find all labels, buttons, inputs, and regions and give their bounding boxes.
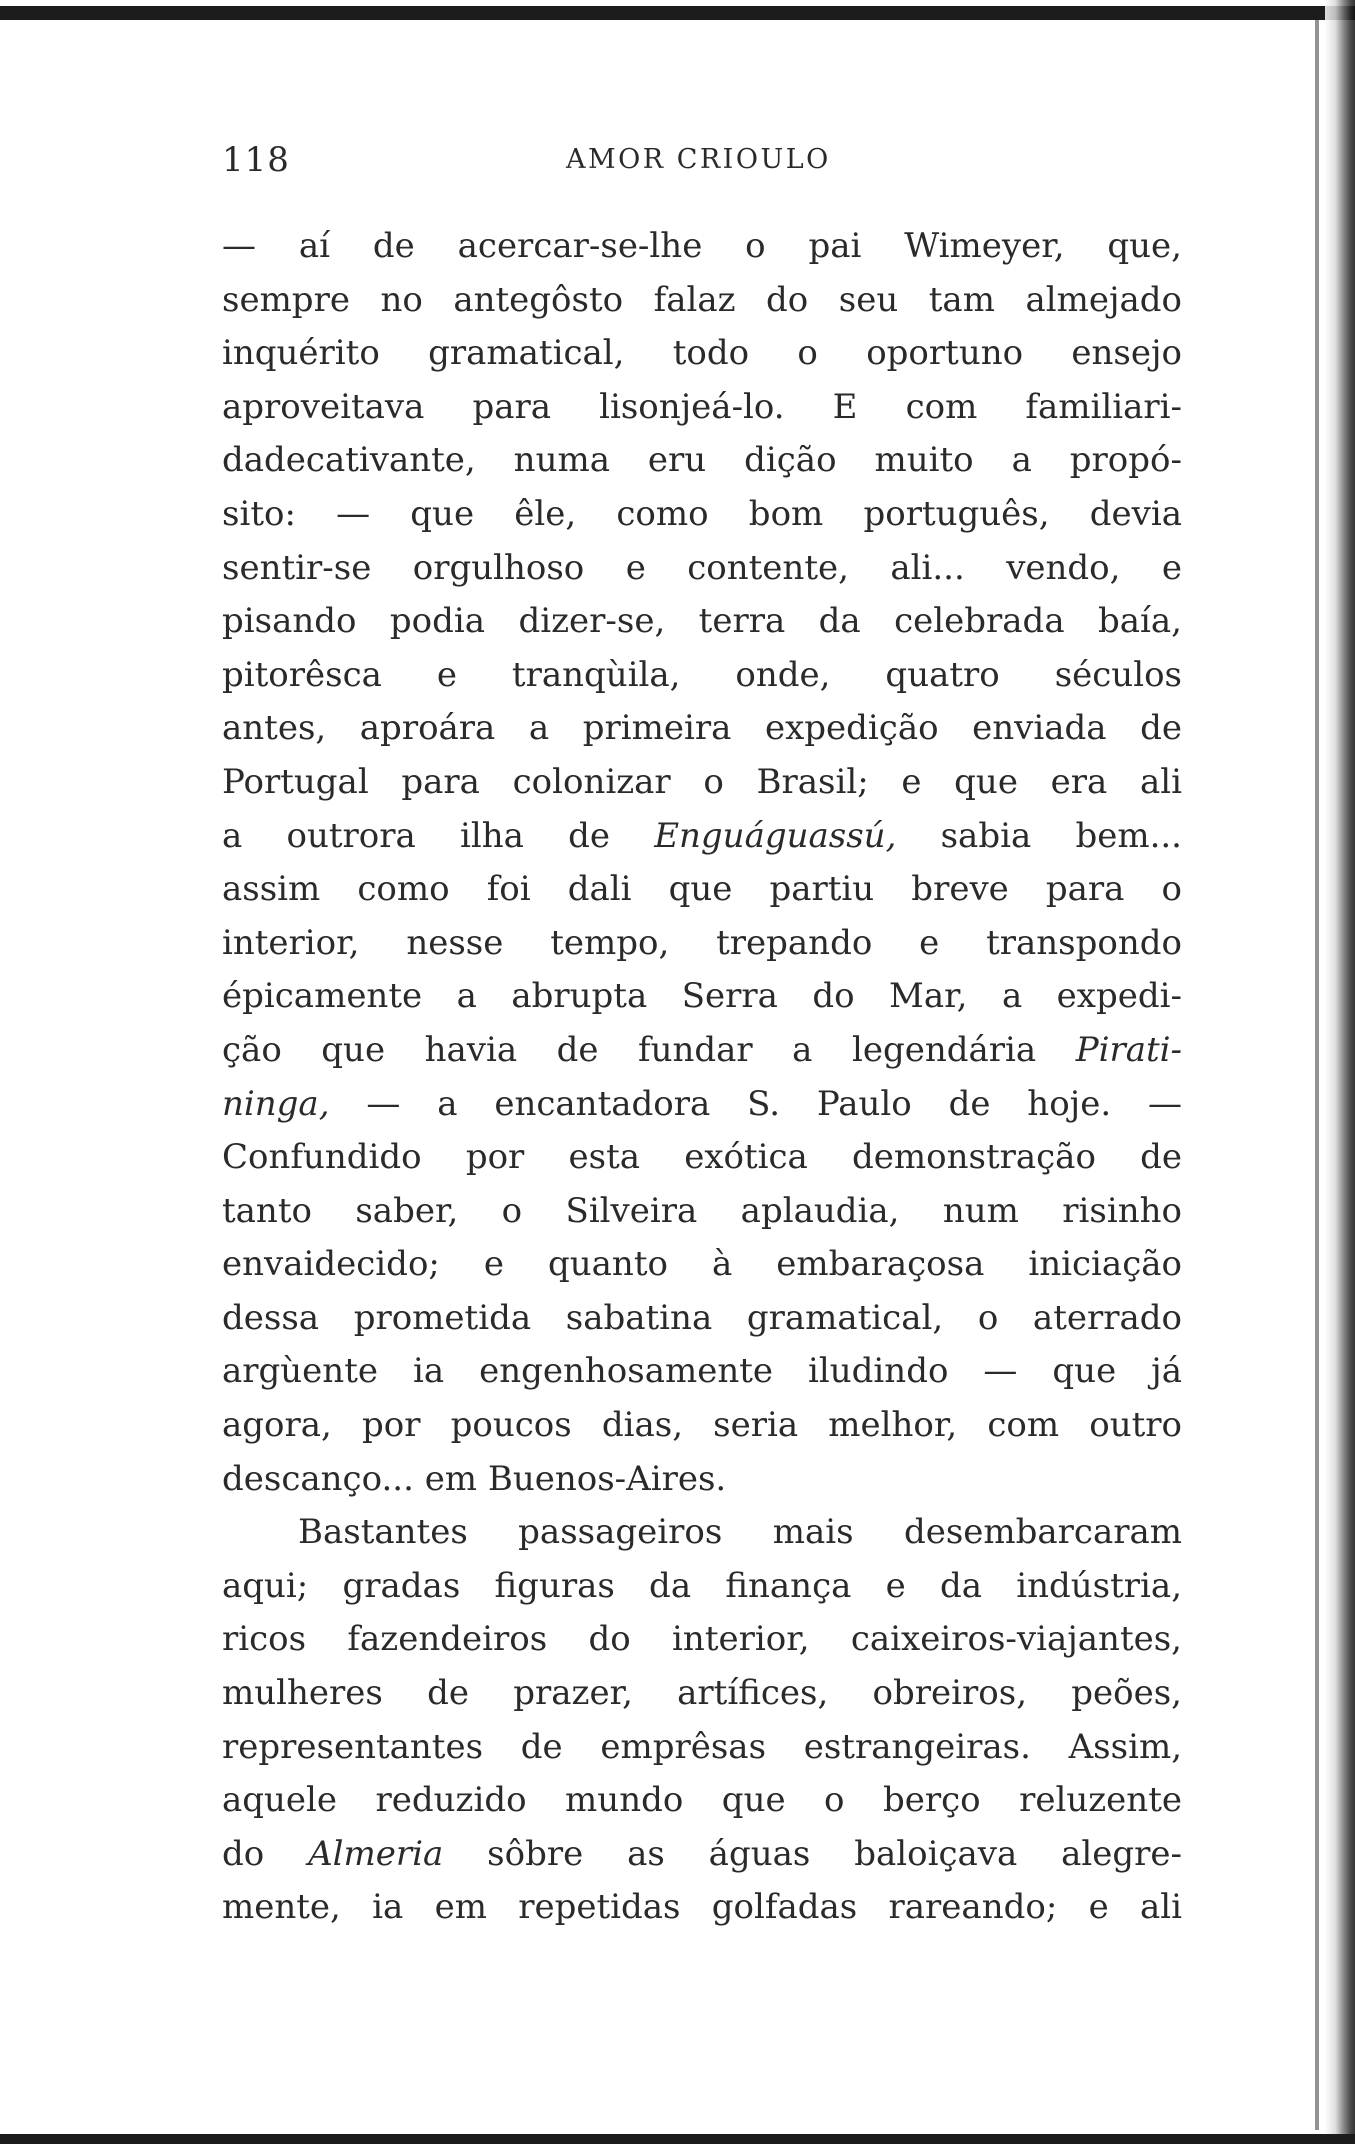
text-line: agora, por poucos dias, seria melhor, com outro [222,1405,1182,1446]
text-run: do [222,1833,309,1874]
text-line: representantes de emprêsas estrangeiras. Assim, [222,1726,1182,1767]
bottom-page-edge [0,2134,1355,2144]
text-line: — aí de acercar-se-lhe o pai Wimeyer, que, [222,226,1182,266]
text-line: dadecativante, numa eru dição muito a propó- [222,440,1182,481]
text-line: ricos fazendeiros do interior, caixeiros-viajantes, [222,1619,1182,1660]
text-line: dessa prometida sabatina gramatical, o aterrado [222,1297,1182,1338]
italic-ship-name: Almeria [308,1833,444,1874]
text-line: assim como foi dali que partiu breve para o [222,869,1182,910]
book-spine-shadow [1325,0,1355,2144]
text-run: — a encantadora S. Paulo de hoje. — [329,1083,1182,1124]
page-number: 118 [222,140,290,180]
italic-place-name: Enguáguassú, [654,815,897,856]
page-gutter-line [1315,20,1319,2130]
text-line: aquele reduzido mundo que o berço reluzente [222,1780,1182,1821]
top-page-edge [0,6,1355,20]
text-line: sentir-se orgulhoso e contente, ali... vendo, e [222,547,1182,588]
page-header [222,140,1182,184]
text-run: a outrora ilha de [222,815,655,856]
text-line: antes, aproára a primeira expedição enviada de [222,708,1182,749]
text-line: Portugal para colonizar o Brasil; e que era ali [222,761,1182,802]
text-line [222,1024,1182,1078]
text-line: mente, ia em repetidas golfadas rareando; e ali [222,1887,1182,1928]
text-line: sempre no antegôsto falaz do seu tam almejado [222,279,1182,320]
text-line: tanto saber, o Silveira aplaudia, num risinho [222,1190,1182,1231]
text-line: interior, nesse tempo, trepando e transpondo [222,922,1182,963]
text-line: mulheres de prazer, artífices, obreiros, peões, [222,1673,1182,1714]
text-line: pisando podia dizer-se, terra da celebrada baía, [222,601,1182,642]
text-run: ção que havia de fundar a legendária [222,1029,1076,1070]
text-line [222,810,1182,864]
text-line: aproveitava para lisonjeá-lo. E com familiari- [222,386,1182,427]
italic-place-name: ninga, [222,1083,330,1124]
text-line: envaidecido; e quanto à embaraçosa iniciação [222,1244,1182,1285]
text-line: argùente ia engenhosamente iludindo — que já [222,1351,1182,1392]
text-run: sôbre as águas baloiçava alegre- [443,1833,1182,1874]
text-line: Confundido por esta exótica demonstração de [222,1137,1182,1178]
text-line: aqui; gradas figuras da finança e da indústria, [222,1565,1182,1606]
text-line [222,1078,1182,1132]
text-line [222,1828,1182,1882]
text-line: épicamente a abrupta Serra do Mar, a expedi- [222,976,1182,1017]
body-text [222,220,1182,1935]
text-line: sito: — que êle, como bom português, devia [222,493,1182,534]
running-title: AMOR CRIOULO [566,144,831,175]
text-line: inquérito gramatical, todo o oportuno ensejo [222,333,1182,374]
text-line: descanço... em Buenos-Aires. [222,1458,727,1499]
text-line: pitorêsca e tranqùila, onde, quatro séculos [222,654,1182,695]
text-line: Bastantes passageiros mais desembarcaram [298,1512,1182,1553]
text-run: sabia bem... [896,815,1182,856]
italic-place-name: Pirati- [1075,1029,1182,1070]
